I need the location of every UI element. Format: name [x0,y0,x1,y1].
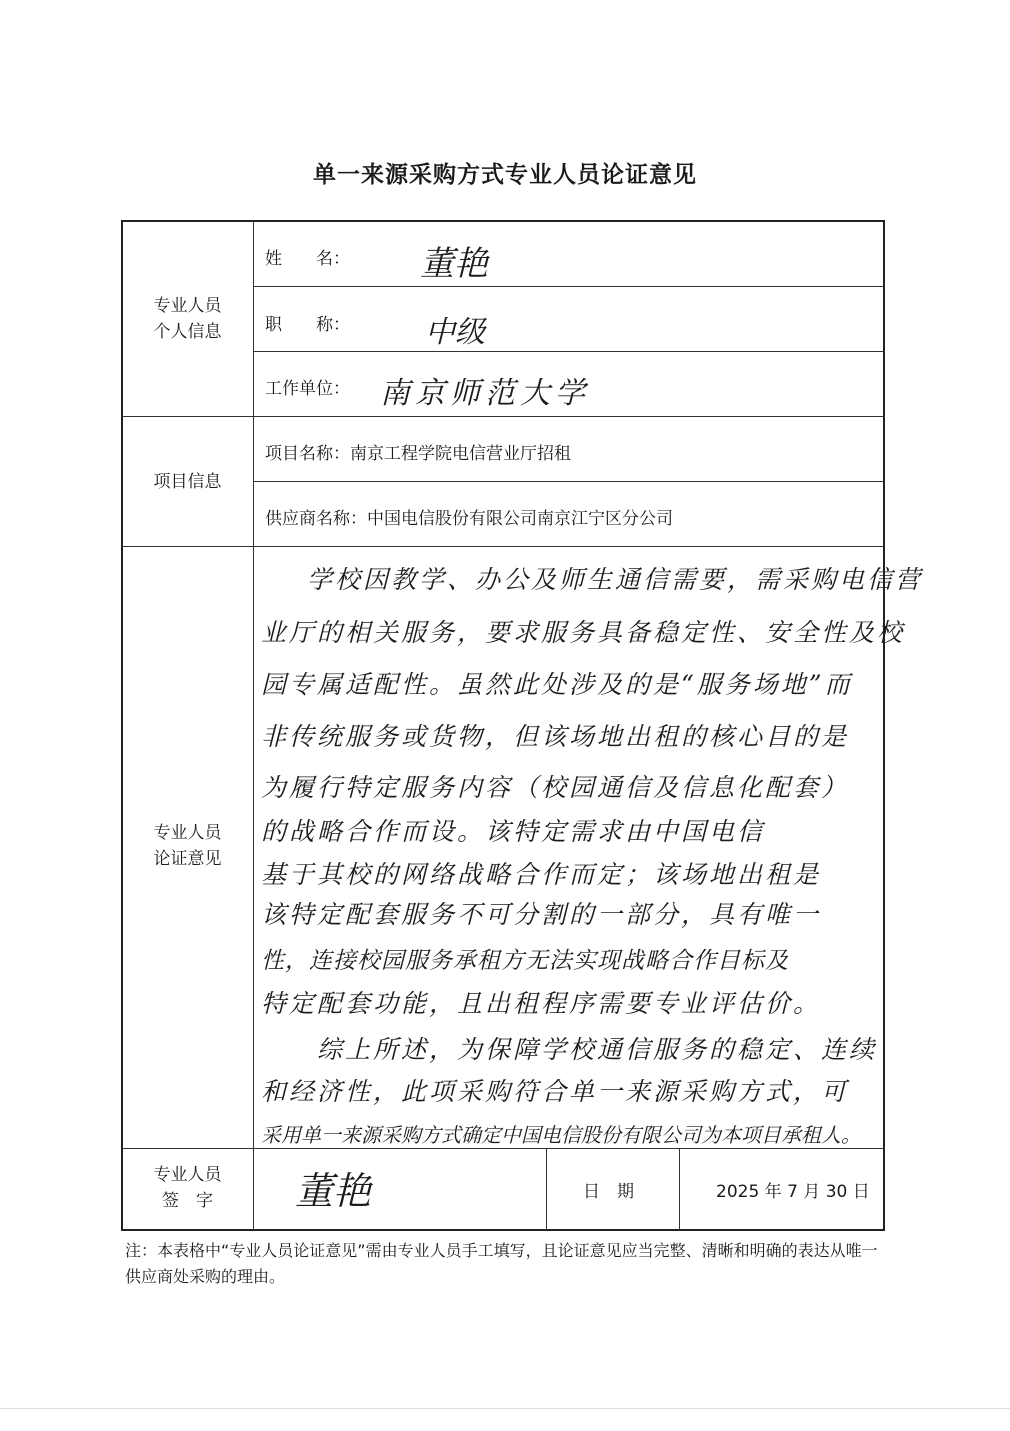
project-info-label: 项目信息 [153,472,222,492]
label-column-divider [253,221,254,1230]
opinion-line: 采用单一来源采购方式确定中国电信股份有限公司为本项目承租人。 [261,1123,861,1147]
job-title-label: 职 称： [265,315,350,335]
date-divider [679,1149,680,1230]
row-divider-title [254,351,884,352]
opinion-line: 该特定配套服务不可分割的一部分，具有唯一 [261,900,822,929]
work-unit-value: 南京师范大学 [380,376,590,411]
name-value: 董艳 [420,244,488,284]
project-name: 项目名称：南京工程学院电信营业厅招租 [265,444,571,464]
row-divider-personal [122,416,884,417]
signature-divider [546,1149,547,1230]
date-value: 2025 年 7 月 30 日 [716,1182,870,1202]
opinion-line: 业厅的相关服务，要求服务具备稳定性、安全性及校 [261,618,906,647]
opinion-line: 为履行特定服务内容（校园通信及信息化配套） [261,773,850,802]
row-divider-project [254,481,884,482]
page-title: 单一来源采购方式专业人员论证意见 [313,162,697,188]
personal-info-label: 专业人员 个人信息 [153,296,222,342]
opinion-line: 性，连接校园服务承租方无法实现战略合作目标及 [261,948,789,974]
footnote: 注：本表格中“专业人员论证意见”需由专业人员手工填写，且论证意见应当完整、清晰和明确的表达从唯一供应商处采购的理由。 [125,1241,878,1286]
opinion-line: 学校因教学、办公及师生通信需要，需采购电信营 [307,565,924,594]
signature-label: 专业人员 签 字 [153,1165,222,1211]
job-title-value: 中级 [425,315,485,350]
opinion-line: 和经济性，此项采购符合单一来源采购方式，可 [261,1077,850,1106]
opinion-line: 特定配套功能，且出租程序需要专业评估价。 [261,989,822,1018]
opinion-line: 基于其校的网络战略合作而定；该场地出租是 [261,860,822,889]
row-divider-opinion [122,546,884,547]
date-label: 日 期 [583,1182,634,1202]
work-unit-label: 工作单位： [265,379,350,399]
scan-edge [0,1408,1010,1409]
opinion-line: 综上所述，为保障学校通信服务的稳定、连续 [261,1035,878,1064]
row-divider-name [254,286,884,287]
opinion-line: 园专属适配性。虽然此处涉及的是“服务场地”而 [261,670,853,699]
row-divider-signature [122,1148,884,1149]
opinion-label: 专业人员 论证意见 [153,823,222,869]
name-label: 姓 名： [265,249,350,269]
supplier-name: 供应商名称：中国电信股份有限公司南京江宁区分公司 [265,509,673,529]
opinion-line: 的战略合作而设。该特定需求由中国电信 [261,817,766,846]
opinion-line: 非传统服务或货物，但该场地出租的核心目的是 [261,722,850,751]
signature-value: 董艳 [295,1169,372,1213]
